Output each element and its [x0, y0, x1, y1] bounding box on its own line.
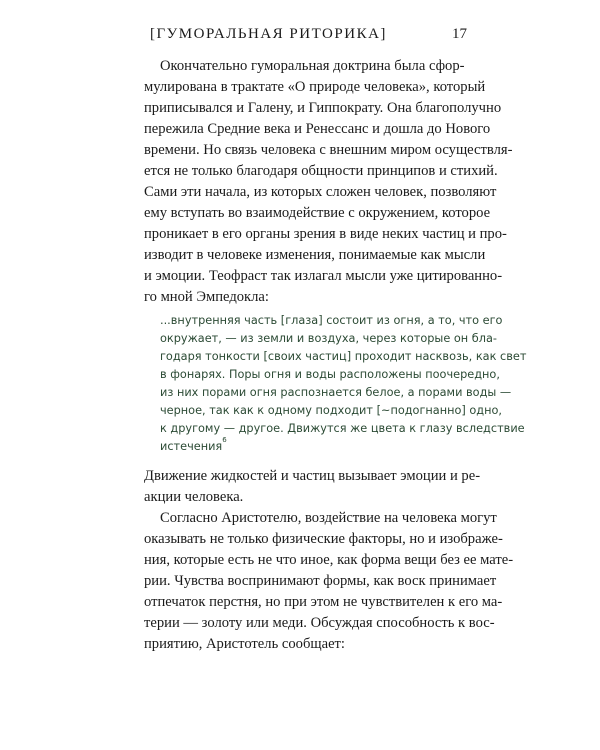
paragraph-1-line: приписывался и Галену, и Гиппократу. Она благополучно: [144, 100, 502, 116]
quote-1-line: окружает, — из земли и воздуха, через которые он бла-: [160, 332, 497, 345]
paragraph-1-line: ему вступать во взаимодействие с окружением, которое: [144, 205, 491, 221]
quote-1-line: ...внутренняя часть [глаза] состоит из огня, а то, что его: [160, 314, 503, 327]
paragraph-3-line: терии — золоту или меди. Обсуждая способность к вос-: [144, 615, 495, 631]
quote-1-line: черное, так как к одному подходит [~подогнанно] одно,: [160, 404, 502, 417]
paragraph-1-line: Сами эти начала, из которых сложен человек, позволяют: [144, 184, 497, 200]
paragraph-3-line: приятию, Аристотель сообщает:: [144, 636, 345, 652]
quote-1-line: к другому — другое. Движутся же цвета к глазу вследствие: [160, 422, 525, 435]
paragraph-3-line: Согласно Аристотелю, воздействие на человека могут: [160, 510, 497, 526]
paragraph-1-line: и эмоции. Теофраст так излагал мысли уже цитированно-: [144, 268, 503, 284]
page-number: 17: [452, 26, 467, 42]
paragraph-3-line: ния, которые есть не что иное, как форма вещи без ее мате-: [144, 552, 514, 568]
paragraph-1-line: изводит в человеке изменения, понимаемые как мысли: [144, 247, 486, 263]
paragraph-2-line: Движение жидкостей и частиц вызывает эмоции и ре-: [144, 468, 481, 484]
paragraph-1-line: пережила Средние века и Ренессанс и дошла до Нового: [144, 121, 491, 137]
quote-1-line: из них порами огня распознается белое, а порами воды —: [160, 386, 512, 399]
paragraph-1-line: мулирована в трактате «О природе человека», который: [144, 79, 486, 95]
running-title: [ГУМОРАЛЬНАЯ РИТОРИКА]: [150, 26, 387, 42]
paragraph-3-line: отпечаток перстня, но при этом не чувствителен к его ма-: [144, 594, 503, 610]
paragraph-3-line: рии. Чувства воспринимают формы, как воск принимает: [144, 573, 497, 589]
quote-1-line: [160, 438, 464, 455]
paragraph-1-line: го мной Эмпедокла:: [144, 289, 269, 305]
quote-1-line: годаря тонкости [своих частиц] проходит насквозь, как свет: [160, 350, 527, 363]
paragraph-2-line: акции человека.: [144, 489, 244, 505]
quote-1-line: в фонарях. Поры огня и воды расположены поочередно,: [160, 368, 500, 381]
paragraph-3-line: оказывать не только физические факторы, но и изображе-: [144, 531, 503, 547]
paragraph-1-line: ется не только благодаря общности принципов и стихий.: [144, 163, 498, 179]
paragraph-1-line: времени. Но связь человека с внешним миром осуществля-: [144, 142, 513, 158]
paragraph-1-line: Окончательно гуморальная доктрина была сфор-: [160, 58, 465, 74]
footnote-reference-mark[interactable]: 6: [222, 436, 227, 444]
paragraph-1-line: проникает в его органы зрения в виде неких частиц и про-: [144, 226, 507, 242]
quote-1-last-text: истечения: [160, 440, 223, 453]
